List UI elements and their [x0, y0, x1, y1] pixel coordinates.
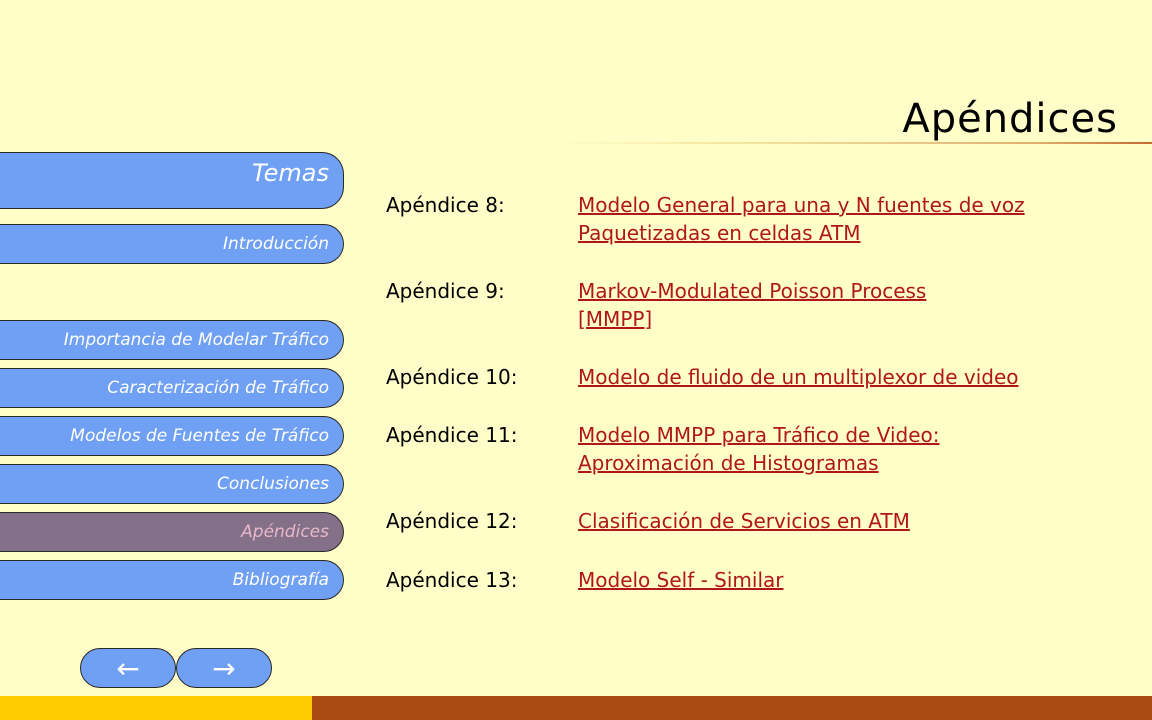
appendix-link-10[interactable]: Modelo de fluido de un multiplexor de video — [578, 365, 1019, 389]
appendix-label: Apéndice 10: — [386, 365, 518, 389]
appendix-row-9 — [386, 277, 1126, 333]
appendix-row-13 — [386, 566, 1126, 594]
appendix-row-8 — [386, 191, 1126, 247]
appendix-link-12[interactable]: Clasificación de Servicios en ATM — [578, 509, 910, 533]
appendix-row-12 — [386, 507, 1126, 535]
sidebar-item-apendices[interactable]: Apéndices — [0, 512, 344, 552]
prev-button[interactable] — [80, 648, 176, 688]
arrow-right-icon: → — [212, 651, 236, 685]
sidebar-item-bibliografia[interactable]: Bibliografía — [0, 560, 344, 600]
appendix-label: Apéndice 8: — [386, 193, 505, 217]
appendix-link-9[interactable]: Markov-Modulated Poisson Process [MMPP] — [578, 279, 927, 331]
sidebar-item-introduccion[interactable]: Introducción — [0, 224, 344, 264]
arrow-left-icon: ← — [116, 651, 140, 685]
appendix-row-10 — [386, 363, 1126, 391]
appendix-link-8[interactable]: Modelo General para una y N fuentes de voz Paquetizadas en celdas ATM — [578, 193, 1025, 245]
title-divider — [560, 142, 1152, 144]
appendix-link-13[interactable]: Modelo Self - Similar — [578, 568, 784, 592]
appendix-label: Apéndice 11: — [386, 423, 518, 447]
sidebar-item-importancia[interactable]: Importancia de Modelar Tráfico — [0, 320, 344, 360]
appendix-link-11[interactable]: Modelo MMPP para Tráfico de Video: Aproximación de Histogramas — [578, 423, 940, 475]
sidebar-item-caracterizacion[interactable]: Caracterización de Tráfico — [0, 368, 344, 408]
next-button[interactable] — [176, 648, 272, 688]
footer-bar-brown — [312, 696, 1152, 720]
sidebar-item-conclusiones[interactable]: Conclusiones — [0, 464, 344, 504]
appendix-row-11 — [386, 421, 1126, 477]
appendix-label: Apéndice 13: — [386, 568, 518, 592]
sidebar-header-temas[interactable]: Temas — [0, 152, 344, 209]
appendix-label: Apéndice 12: — [386, 509, 518, 533]
appendix-label: Apéndice 9: — [386, 279, 505, 303]
footer-bar-yellow — [0, 696, 312, 720]
sidebar-item-modelos[interactable]: Modelos de Fuentes de Tráfico — [0, 416, 344, 456]
page-title: Apéndices — [902, 96, 1118, 142]
